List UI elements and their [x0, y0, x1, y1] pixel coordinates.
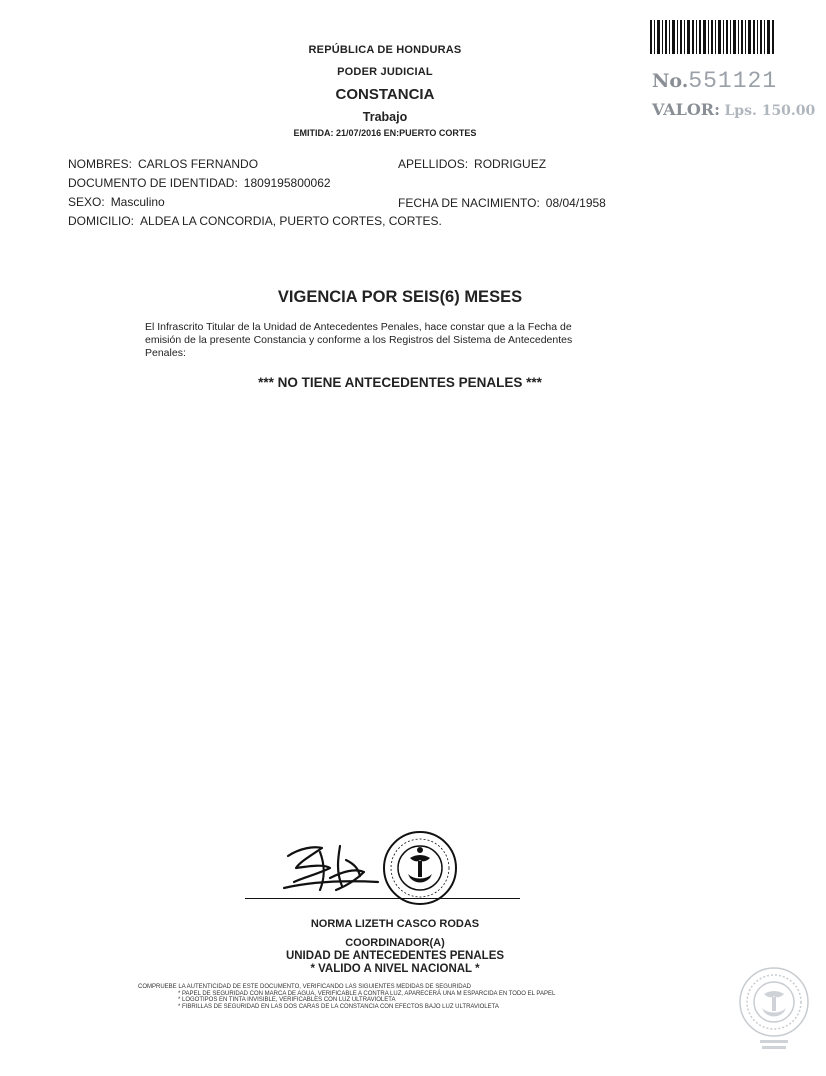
issued-line: EMITIDA: 21/07/2016 EN:PUERTO CORTES: [293, 128, 477, 138]
serial-no-value: 551121: [688, 68, 778, 94]
nombres-value: CARLOS FERNANDO: [138, 157, 259, 171]
domicilio-label: DOMICILIO:: [68, 214, 135, 228]
nombres-label: NOMBRES:: [68, 157, 133, 171]
documento-value: 1809195800062: [243, 176, 331, 190]
documento-field: [68, 176, 331, 190]
judiciary-heading: PODER JUDICIAL: [337, 66, 433, 78]
security-note-line: * FIBRILLAS DE SEGURIDAD EN LAS DOS CARAS DE LA CONSTANCIA CON EFECTOS BAJO LUZ ULTRAVIOLETA: [178, 1003, 499, 1010]
nombres-field: [68, 157, 258, 171]
barcode: [650, 20, 774, 54]
serial-number: [652, 68, 777, 94]
valor-label: VALOR:: [652, 100, 720, 119]
certification-line: emisión de la presente Constancia y conforme a los Registros del Sistema de Antecedentes: [145, 334, 573, 346]
certification-text: [145, 321, 645, 360]
signer-unit: UNIDAD DE ANTECEDENTES PENALES: [285, 950, 505, 962]
signer-title: COORDINADOR(A): [345, 937, 445, 949]
valor-amount: Lps. 150.00: [724, 103, 816, 119]
apellidos-label: APELLIDOS:: [398, 157, 469, 171]
sexo-value: Masculino: [110, 195, 165, 209]
domicilio-field: [68, 214, 442, 228]
security-notes: [138, 984, 618, 1010]
apellidos-field: [398, 157, 546, 171]
security-note-line: * PAPEL DE SEGURIDAD CON MARCA DE AGUA, VERIFICABLE A CONTRA LUZ, APARECERÁ UNA M ESPARCIDA EN TODO EL PAPEL: [178, 990, 556, 997]
watermark-seal: [736, 964, 812, 1054]
purpose: Trabajo: [362, 110, 408, 124]
certification-line: Penales:: [145, 347, 186, 359]
certification-line: El Infrascrito Titular de la Unidad de Antecedentes Penales, hace constar que a la Fecha de: [145, 321, 572, 333]
sexo-label: SEXO:: [68, 195, 105, 209]
nacimiento-field: [398, 196, 606, 210]
republic-heading: REPÚBLICA DE HONDURAS: [308, 44, 462, 56]
validity-heading: VIGENCIA POR SEIS(6) MESES: [277, 288, 523, 306]
nacimiento-label: FECHA DE NACIMIENTO:: [398, 196, 540, 210]
validity-note: * VALIDO A NIVEL NACIONAL *: [310, 963, 480, 975]
signature-line: [245, 898, 520, 899]
documento-label: DOCUMENTO DE IDENTIDAD:: [68, 176, 238, 190]
security-note-line: COMPRUEBE LA AUTENTICIDAD DE ESTE DOCUMENTO, VERIFICANDO LAS SIGUIENTES MEDIDAS DE SEGURIDAD: [138, 984, 471, 990]
apellidos-value: RODRIGUEZ: [474, 157, 547, 171]
nacimiento-value: 08/04/1958: [545, 196, 606, 210]
result-statement: *** NO TIENE ANTECEDENTES PENALES ***: [258, 375, 542, 390]
sexo-field: [68, 195, 165, 209]
security-note-line: * LOGOTIPOS EN TINTA INVISIBLE, VERIFICABLES CON LUZ ULTRAVIOLETA: [178, 997, 396, 1003]
serial-no-label: No.: [652, 70, 689, 92]
domicilio-value: ALDEA LA CONCORDIA, PUERTO CORTES, CORTES.: [140, 214, 442, 228]
seal-stamp: [380, 828, 460, 908]
signer-name: NORMA LIZETH CASCO RODAS: [310, 918, 480, 930]
signature: [280, 838, 390, 900]
document-title: CONSTANCIA: [335, 86, 435, 103]
valor: [652, 100, 815, 120]
